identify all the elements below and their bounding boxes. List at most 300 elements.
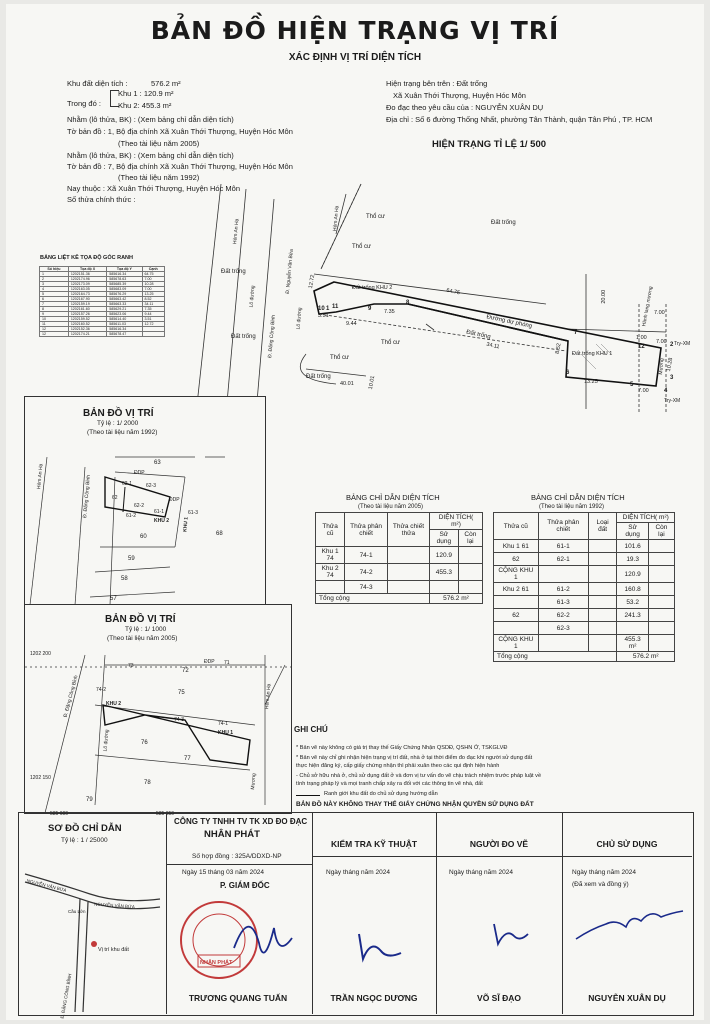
area-cell xyxy=(648,609,674,622)
land-label: Đất trống xyxy=(221,269,246,275)
dimension: 7.00 xyxy=(656,339,667,345)
land-label: Thổ cư xyxy=(330,355,350,361)
khu1-label: KHU 1 xyxy=(182,516,190,533)
area-cell: 241.3 xyxy=(617,609,648,622)
t05-h-old: Thửa cũ xyxy=(316,513,345,547)
parcel-number: 72 xyxy=(182,668,189,674)
coord-cell: 1202163.05 xyxy=(68,287,106,292)
dimension: 7.35 xyxy=(384,309,395,315)
table-1992-title: BẢNG CHỈ DẪN DIỆN TÍCH xyxy=(531,493,625,502)
right-info-1: Hiện trạng bên trên : Đất trống xyxy=(386,79,488,88)
parcel-number: 76 xyxy=(141,740,148,746)
info-line-1: Nhằm (lô thửa, BK) : (Xem bảng chỉ dẫn diện tích) xyxy=(67,115,234,124)
dimension: 7.00 xyxy=(638,388,649,394)
coord-cell: 1 xyxy=(40,272,69,277)
street-label: Hẻm An Hạ xyxy=(232,218,241,245)
corner-point: 3 xyxy=(670,375,674,381)
coord-cell: 1202157.26 xyxy=(68,312,106,317)
area-row xyxy=(494,566,675,583)
coord-cell: 10 xyxy=(40,317,69,322)
coord-cell: 10.28 xyxy=(142,282,164,287)
corner-point: 6 xyxy=(566,370,570,376)
coord-cell: 1202164.73 xyxy=(68,292,106,297)
land-label: Đất trống xyxy=(465,329,492,341)
area-cell: 74-3 xyxy=(345,581,388,594)
table-2005-title: BẢNG CHỈ DẪN DIỆN TÍCH xyxy=(346,493,440,502)
area-cell: 61-1 xyxy=(538,540,588,553)
area-cell xyxy=(588,553,617,566)
coord-row xyxy=(40,332,165,337)
street-label: Hẻm An Hạ xyxy=(332,205,341,232)
dimension: 8.52 xyxy=(554,342,563,355)
area-cell: Khu 1 61 xyxy=(494,540,539,553)
owner-title: CHỦ SỬ DỤNG xyxy=(596,839,658,849)
divider-h xyxy=(312,856,692,857)
area-row xyxy=(494,540,675,553)
parcel-number: 73 xyxy=(128,663,134,669)
road-label: Đ. ĐẶNG CÔNG BỈNH xyxy=(59,973,73,1019)
surveyor-title: NGƯỜI ĐO VẼ xyxy=(469,839,529,849)
road-label: ĐDP xyxy=(169,497,180,503)
coord-cell: 7 xyxy=(40,302,69,307)
area-cell: 19.3 xyxy=(617,553,648,566)
area-cell xyxy=(387,547,429,564)
area-cell xyxy=(429,581,458,594)
area-cell xyxy=(588,622,617,635)
area-cell: 62-2 xyxy=(538,609,588,622)
street-label: Lô đường xyxy=(102,729,111,752)
area-cell xyxy=(648,596,674,609)
coord-cell: 12.72 xyxy=(142,322,164,327)
dimension: 1.00 xyxy=(636,335,647,341)
index-map-scale: Tỷ lệ : 1 / 25000 xyxy=(61,837,108,844)
coord-cell: 585678.63 xyxy=(107,277,142,282)
area-label: Khu đất diện tích : xyxy=(67,79,128,88)
t92-h-split: Thửa phân chiết xyxy=(538,513,588,540)
coord-cell xyxy=(142,332,164,337)
area-cell xyxy=(648,540,674,553)
khu1-area: Khu 1 : 120.9 m² xyxy=(118,89,174,98)
area-row xyxy=(494,609,675,622)
land-label: Đất trống xyxy=(231,334,256,340)
company-role: P. GIÁM ĐỐC xyxy=(220,881,270,890)
coord-cell: 1202173.09 xyxy=(68,282,106,287)
site-plan-scale: HIỆN TRẠNG TỈ LỆ 1/ 500 xyxy=(432,139,547,150)
coord-cell: 6 xyxy=(40,297,69,302)
coord-cell: 585683.09 xyxy=(107,287,142,292)
surveyor-signature xyxy=(484,916,544,952)
tree-label: Try-XM xyxy=(674,341,691,347)
coord-cell: 7.00 xyxy=(142,287,164,292)
street-label: Đ. Nguyễn Văn Bứa xyxy=(284,248,295,295)
check-signer: TRẦN NGỌC DƯƠNG xyxy=(330,993,418,1003)
area-cell: 455.3 xyxy=(429,564,458,581)
parcel-number: 58 xyxy=(121,576,128,582)
coord-header-edge: Cạnh xyxy=(142,267,164,272)
street-label: Đ. Đặng Công Bỉnh xyxy=(267,314,277,359)
land-label: Thổ cư xyxy=(381,340,401,346)
coord-cell: 11 xyxy=(40,322,69,327)
company-name-2: NHÂN PHÁT xyxy=(204,829,260,840)
note-6: Ranh giới khu đất do chủ sử dụng hướng dẫn xyxy=(324,791,438,797)
khu2-area: Khu 2: 455.3 m² xyxy=(118,101,172,110)
t05-h-rest: Còn lại xyxy=(458,530,482,547)
site-location-label: Vị trí khu đất xyxy=(98,947,129,953)
corner-point: 10 xyxy=(318,306,325,312)
area-cell: CỘNG KHU 1 xyxy=(494,566,539,583)
grid-coordinate: 585 650 xyxy=(156,811,175,817)
area-cell xyxy=(648,583,674,596)
area-row xyxy=(494,583,675,596)
area-cell xyxy=(387,564,429,581)
corner-point: 4 xyxy=(664,388,668,394)
area-cell xyxy=(538,566,588,583)
parcel-number: 57 xyxy=(110,596,117,602)
canal-label: Mương xyxy=(249,773,258,790)
land-label: Thổ cư xyxy=(352,244,372,250)
dimension: 7.00 xyxy=(654,310,665,316)
divider-1 xyxy=(166,812,167,1014)
coord-cell: 8 xyxy=(40,307,69,312)
area-cell xyxy=(588,583,617,596)
company-date: Ngày 15 tháng 03 năm 2024 xyxy=(182,869,265,876)
coord-cell: 9 xyxy=(40,312,69,317)
corner-point: 7 xyxy=(574,330,578,336)
owner-date: Ngày tháng năm 2024 xyxy=(572,869,636,876)
coord-cell: 585614.40 xyxy=(107,317,142,322)
corner-point: 1 xyxy=(326,306,330,312)
map-1992-drawing xyxy=(25,437,265,605)
coord-cell: 585629.21 xyxy=(107,307,142,312)
coord-cell: 585611.03 xyxy=(107,322,142,327)
land-label: Đất trống xyxy=(306,374,331,380)
coord-cell: 1202151.36 xyxy=(68,272,106,277)
area-cell xyxy=(648,622,674,635)
coord-cell: 585663.42 xyxy=(107,297,142,302)
area-cell: 62 xyxy=(494,553,539,566)
dimension: 40.01 xyxy=(340,381,354,387)
parcel-number: 59 xyxy=(128,556,135,562)
coord-cell: 12 xyxy=(40,332,69,337)
note-3: thực hiện đăng ký, cấp giấy chứng nhận thì phải xuân theo các qui định hiện hành xyxy=(296,763,500,769)
area-row xyxy=(316,581,483,594)
dimension: 9.44 xyxy=(346,321,357,327)
note-2: * Bản vẽ này chỉ ghi nhận hiện trạng vị trí đất, nhà ở tại thời điểm đo đạc khi người sử dụng đất xyxy=(296,755,533,761)
corridor-label: Hành lang mương xyxy=(641,285,655,327)
road-label: NGUYỄN VĂN BỨA xyxy=(93,901,136,910)
area-cell xyxy=(588,635,617,652)
parcel-number: 74-2 xyxy=(96,687,107,693)
area-table-2005 xyxy=(315,512,483,604)
coord-cell: 64.75 xyxy=(142,272,164,277)
info-line-5: Tờ bản đồ : 7, Bộ địa chính Xã Xuân Thới Thượng, Huyện Hóc Môn xyxy=(67,162,293,171)
parcel-number: 61-3 xyxy=(188,510,199,516)
t92-total-label: Tổng cộng xyxy=(494,652,617,662)
coord-header-y: Tọa độ Y xyxy=(107,267,142,272)
corner-point: 11 xyxy=(332,304,339,310)
coord-cell: 1202174.96 xyxy=(68,277,106,282)
parcel-number: 75 xyxy=(178,690,185,696)
coord-cell: 1202161.60 xyxy=(68,307,106,312)
area-cell xyxy=(588,566,617,583)
parcel-number: 77 xyxy=(184,756,191,762)
area-cell: 120.9 xyxy=(617,566,648,583)
index-map-title: SƠ ĐỒ CHỈ DẪN xyxy=(48,823,122,834)
area-cell: 74-1 xyxy=(345,547,388,564)
canal-label: Mương xyxy=(657,358,666,375)
t92-h-old: Thửa cũ xyxy=(494,513,539,540)
parcel-number: 62-3 xyxy=(146,483,157,489)
area-cell: 455.3 m² xyxy=(617,635,648,652)
company-name: CÔNG TY TNHH TV TK XD ĐO ĐẠC xyxy=(174,817,308,826)
area-cell xyxy=(588,596,617,609)
area-cell: 160.8 xyxy=(617,583,648,596)
t92-h-rest: Còn lại xyxy=(648,523,674,540)
area-cell: CỘNG KHU 1 xyxy=(494,635,539,652)
dimension: 20.00 xyxy=(601,289,608,304)
area-cell xyxy=(458,564,482,581)
info-line-8: Số thửa chính thức : xyxy=(67,195,136,204)
road-label: ĐDP xyxy=(134,470,145,476)
company-signer: TRƯƠNG QUANG TUẤN xyxy=(188,993,288,1003)
coord-cell: 12 xyxy=(40,327,69,332)
t05-h-area: DIỆN TÍCH( m²) xyxy=(429,513,482,530)
coord-cell: 585623.06 xyxy=(107,312,142,317)
divider-h2 xyxy=(166,864,312,865)
area-row xyxy=(494,553,675,566)
coord-cell: 585676.29 xyxy=(107,292,142,297)
coord-cell: 7.35 xyxy=(142,307,164,312)
khu2-label: KHU 2 xyxy=(106,701,122,707)
t05-h-used: Sử dụng xyxy=(429,530,458,547)
map-1992-title: BẢN ĐỒ VỊ TRÍ xyxy=(83,408,154,419)
area-cell: Khu 2 74 xyxy=(316,564,345,581)
khu2-label: KHU 2 xyxy=(154,518,170,524)
grid-coordinate: 585 600 xyxy=(50,811,69,817)
info-line-2: Tờ bản đồ : 1, Bộ địa chính Xã Xuân Thới Thượng, Huyện Hóc Môn xyxy=(67,127,293,136)
coord-cell: 2 xyxy=(40,277,69,282)
coord-cell: 34.11 xyxy=(142,302,164,307)
area-cell: 62 xyxy=(494,609,539,622)
area-cell: 53.2 xyxy=(617,596,648,609)
surveyor-signer: VÕ SĨ ĐẠO xyxy=(477,993,521,1003)
check-date: Ngày tháng năm 2024 xyxy=(326,869,390,876)
area-cell: 62-3 xyxy=(538,622,588,635)
area-row xyxy=(494,622,675,635)
parcel-number: 74-3 xyxy=(174,717,185,723)
parcel-number: 63 xyxy=(154,460,161,466)
area-row xyxy=(494,596,675,609)
t92-h-type: Loại đất xyxy=(588,513,617,540)
road-label: NGUYỄN VĂN BỨA xyxy=(26,878,68,893)
corner-point: 8 xyxy=(406,300,410,306)
dimension: 34.11 xyxy=(485,341,500,351)
parcel-number: 62 xyxy=(112,495,118,501)
road-label: Đường dự phóng xyxy=(485,314,533,330)
area-value: 576.2 m² xyxy=(151,79,181,88)
t05-h-split: Thửa phân chiết xyxy=(345,513,388,547)
area-row xyxy=(316,547,483,564)
corner-point: 12 xyxy=(638,344,645,350)
owner-signer: NGUYỄN XUÂN DỤ xyxy=(588,993,666,1003)
coord-cell: 585685.39 xyxy=(107,282,142,287)
table-1992-note: (Theo tài liệu năm 1992) xyxy=(539,504,605,510)
area-cell: 74-2 xyxy=(345,564,388,581)
area-cell xyxy=(588,609,617,622)
dimension: 10.01 xyxy=(367,375,377,390)
area-cell: Khu 1 74 xyxy=(316,547,345,564)
street-label: Đ. Đặng Công Bỉnh xyxy=(62,674,80,718)
area-cell: 101.6 xyxy=(617,540,648,553)
area-cell xyxy=(617,622,648,635)
area-cell: 62-1 xyxy=(538,553,588,566)
land-label: Đất trống xyxy=(491,220,516,226)
area-cell xyxy=(538,635,588,652)
right-info-2: Xã Xuân Thới Thượng, Huyện Hóc Môn xyxy=(393,91,526,100)
area-cell: 120.9 xyxy=(429,547,458,564)
info-line-7: Nay thuộc : Xã Xuân Thới Thượng, Huyện Hóc Môn xyxy=(67,184,241,193)
coord-cell: 1202159.19 xyxy=(68,302,106,307)
area-cell xyxy=(458,581,482,594)
right-info-3: Đo đạc theo yêu cầu của : NGUYỄN XUÂN DỤ xyxy=(386,103,544,112)
t92-h-used: Sử dụng xyxy=(617,523,648,540)
coord-cell: 585678.47 xyxy=(107,332,142,337)
coord-cell: 7.00 xyxy=(142,277,164,282)
bridge-label: Cầu Lớn xyxy=(68,909,86,914)
area-cell: 61-3 xyxy=(538,596,588,609)
owner-confirm: (Đã xem và đồng ý) xyxy=(572,881,629,888)
map-1992-frame xyxy=(24,396,266,606)
khu2-label: Đất trống KHU 2 xyxy=(352,285,393,291)
area-cell xyxy=(494,622,539,635)
company-stamp xyxy=(174,888,300,1000)
owner-signature xyxy=(571,899,691,949)
index-map-drawing xyxy=(20,854,164,1012)
t92-total-value: 576.2 m² xyxy=(617,652,675,662)
parcel-number: 74-1 xyxy=(218,721,229,727)
street-label: Đ. Đặng Công Bỉnh xyxy=(82,474,92,519)
dimension: 10.28 xyxy=(665,357,675,372)
area-row xyxy=(494,635,675,652)
coord-cell: 3.51 xyxy=(142,317,164,322)
table-2005-note: (Theo tài liệu năm 2005) xyxy=(358,504,424,510)
note-5: tính trạng pháp lý và mọi tranh chấp xảy ra đối với các thông tin vẽ nhà, đất xyxy=(296,781,483,787)
map-1992-note: (Theo tài liệu năm 1992) xyxy=(87,429,158,436)
t05-total-value: 576.2 m² xyxy=(429,594,482,604)
parcel-number: 71 xyxy=(224,660,230,666)
coord-header-x: Tọa độ X xyxy=(68,267,106,272)
boundary-legend-line xyxy=(296,795,320,796)
area-cell xyxy=(648,566,674,583)
dimension: 12.72 xyxy=(307,274,317,289)
parcel-number: 60 xyxy=(140,534,147,540)
contract-number: Số hợp đồng : 325A/DDXD-NP xyxy=(192,853,282,860)
khu1-label: Đất trống KHU 1 xyxy=(572,351,613,357)
map-2005-scale: Tỷ lệ : 1/ 1000 xyxy=(125,626,167,633)
street-label: Lô đường xyxy=(295,307,304,330)
parcel-number: 62-2 xyxy=(134,503,145,509)
land-label: Thổ cư xyxy=(366,214,386,220)
coord-table xyxy=(39,266,165,337)
coord-cell: 1202152.36 xyxy=(68,327,106,332)
coord-cell: 585616.34 xyxy=(107,327,142,332)
parcel-number: 62-1 xyxy=(122,481,133,487)
parcel-number: 79 xyxy=(86,797,93,803)
corner-point: 5 xyxy=(630,382,634,388)
grid-coordinate: 1202 150 xyxy=(30,775,51,781)
notes-title: GHI CHÚ xyxy=(294,725,328,734)
dimension: 3.51 xyxy=(318,313,329,319)
note-1: * Bản vẽ này không có giá trị thay thế Giấy Chứng Nhận QSDĐ, QSHN Ở, TSKGLVĐ xyxy=(296,745,508,751)
coord-cell: 1202174.21 xyxy=(68,332,106,337)
street-label: Hẻm An Hạ xyxy=(36,463,45,490)
coord-table-title: BẢNG LIỆT KÊ TỌA ĐỘ GÓC RANH xyxy=(40,255,133,261)
area-cell xyxy=(316,581,345,594)
within-label: Trong đó : xyxy=(67,99,101,108)
street-label: Hẻm An Hạ xyxy=(264,683,273,710)
corner-point: 9 xyxy=(368,306,372,312)
dimension: 64.75 xyxy=(445,287,461,297)
map-1992-scale: Tỷ lệ : 1/ 2000 xyxy=(97,420,139,427)
right-info-4: Địa chỉ : Số 6 đường Thống Nhất, phường Tân Thành, quận Tân Phú , TP. HCM xyxy=(386,115,653,124)
street-label: Lô đường xyxy=(248,285,257,308)
t05-h-sub: Thửa chiết thửa xyxy=(387,513,429,547)
coord-cell: 1202167.90 xyxy=(68,297,106,302)
coord-cell: 4 xyxy=(40,287,69,292)
note-7: BẢN ĐỒ NÀY KHÔNG THAY THẾ GIẤY CHỨNG NHẬN QUYỀN SỬ DỤNG ĐẤT xyxy=(296,801,534,808)
coord-cell: 13.25 xyxy=(142,292,164,297)
info-line-3: (Theo tài liệu năm 2005) xyxy=(118,139,200,148)
info-line-6: (Theo tài liệu năm 1992) xyxy=(118,173,200,182)
coord-cell: 8.52 xyxy=(142,297,164,302)
road-label: ĐDP xyxy=(204,659,215,665)
coord-cell: 9.44 xyxy=(142,312,164,317)
area-cell xyxy=(588,540,617,553)
coord-header-no: Số hiệu xyxy=(40,267,69,272)
coord-cell: 5 xyxy=(40,292,69,297)
area-cell xyxy=(458,547,482,564)
map-2005-note: (Theo tài liệu năm 2005) xyxy=(107,635,178,642)
parcel-number: 61-1 xyxy=(154,509,165,515)
area-cell xyxy=(648,635,674,652)
document-subtitle: XÁC ĐỊNH VỊ TRÍ DIỆN TÍCH xyxy=(288,52,422,63)
tree-label: Try-XM xyxy=(664,398,681,404)
coord-cell: 3 xyxy=(40,282,69,287)
coord-cell: 1202160.52 xyxy=(68,322,106,327)
stamp-name: NHÂN PHÁT xyxy=(200,960,233,966)
area-table-1992 xyxy=(493,512,675,662)
parcel-number: 78 xyxy=(144,780,151,786)
area-cell: Khu 2 61 xyxy=(494,583,539,596)
document-title: BẢN ĐỒ HIỆN TRẠNG VỊ TRÍ xyxy=(150,16,560,45)
parcel-number: 61-2 xyxy=(126,513,137,519)
site-plan xyxy=(186,154,686,414)
area-cell xyxy=(494,596,539,609)
dimension: 13.25 xyxy=(584,379,598,385)
area-cell: 61-2 xyxy=(538,583,588,596)
khu1-label: KHU 1 xyxy=(218,730,234,736)
t05-total-label: Tổng cộng xyxy=(316,594,430,604)
area-row xyxy=(316,564,483,581)
corner-point: 2 xyxy=(670,342,674,348)
surveyor-date: Ngày tháng năm 2024 xyxy=(449,869,513,876)
parcel-number: 68 xyxy=(216,531,223,537)
survey-sheet xyxy=(6,4,704,1020)
area-cell xyxy=(387,581,429,594)
note-4: - Chủ sở hữu nhà ở, chủ sử dụng đất ở và đơn vị tư vấn đo vẽ chịu trách nhiệm trước pháp luật về xyxy=(296,773,542,779)
map-2005-title: BẢN ĐỒ VỊ TRÍ xyxy=(105,614,176,625)
info-line-4: Nhằm (lô thửa, BK) : (Xem bảng chỉ dẫn diện tích) xyxy=(67,151,234,160)
